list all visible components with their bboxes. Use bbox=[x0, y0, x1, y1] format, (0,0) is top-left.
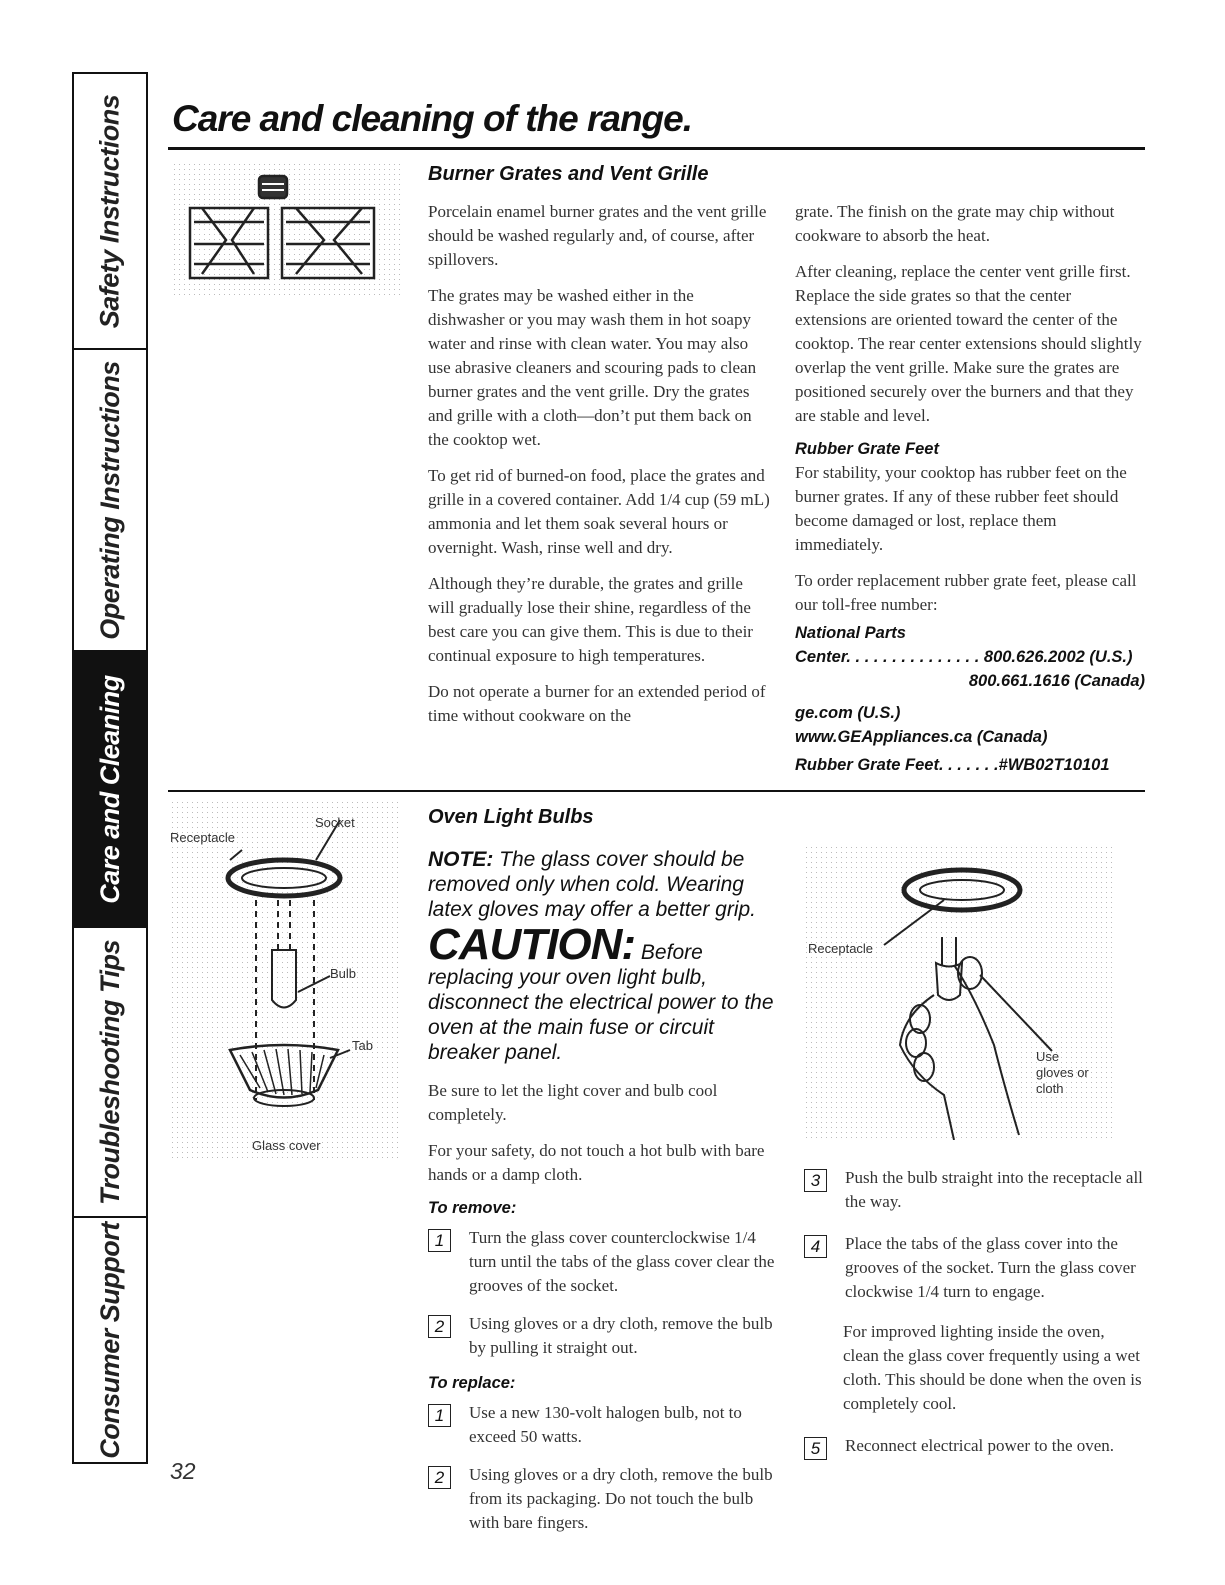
remove-heading: To remove: bbox=[428, 1199, 517, 1217]
caution-text: CAUTION: Before replacing your oven light bulb, disconnect the electrical power to the oven at the main fuse or circuit breaker panel. bbox=[428, 920, 774, 1064]
tab-label: Safety Instructions bbox=[94, 94, 125, 328]
paragraph: Porcelain enamel burner grates and the vent grille should be washed regularly and, of course, after spillovers. bbox=[428, 202, 767, 269]
tab-troubleshooting-tips[interactable] bbox=[74, 928, 146, 1218]
contact-line: Center. . . . . . . . . . . . . . . 800.626.2002 (U.S.) bbox=[795, 648, 1133, 666]
contact-line: 800.661.1616 (Canada) bbox=[968, 672, 1145, 690]
tab-operating-instructions[interactable] bbox=[74, 350, 146, 652]
burner-grates-illustration bbox=[172, 162, 402, 297]
paragraph: For stability, your cooktop has rubber feet on the burner grates. If any of these rubber feet should become damaged or lost, replace them immediately. bbox=[795, 463, 1127, 554]
paragraph: For your safety, do not touch a hot bulb with bare hands or a damp cloth. bbox=[428, 1141, 765, 1184]
contact-line: National Parts bbox=[795, 624, 906, 642]
paragraph: To get rid of burned-on food, place the grates and grille in a covered container. Add 1/4 cup (59 mL) ammonia and let them soak several hours or overnight. Wash, rinse well and dry. bbox=[428, 466, 770, 557]
part-number-line: Rubber Grate Feet. . . . . . .#WB02T10101 bbox=[795, 756, 1110, 774]
socket-label: Socket bbox=[315, 815, 355, 830]
note-text: NOTE: The glass cover should be removed only when cold. Wearing latex gloves may offer a better grip. bbox=[428, 848, 756, 921]
paragraph: To order replacement rubber grate feet, please call our toll-free number: bbox=[795, 571, 1137, 614]
install-step: 3 Push the bulb straight into the receptacle all the way. bbox=[804, 1166, 1144, 1214]
remove-step: 1 Turn the glass cover counterclockwise 1/4 turn until the tabs of the glass cover clear the grooves of the socket. bbox=[428, 1226, 783, 1298]
tab-consumer-support[interactable] bbox=[74, 1218, 146, 1462]
oven-light-right-column bbox=[804, 1166, 1144, 1474]
tab-label: Consumer Support bbox=[94, 1221, 125, 1459]
rubber-feet-heading: Rubber Grate Feet bbox=[795, 440, 939, 458]
install-step: 4 Place the tabs of the glass cover into the grooves of the socket. Turn the glass cover clockwise 1/4 turn to engage. bbox=[804, 1232, 1144, 1304]
paragraph: For improved lighting inside the oven, clean the glass cover frequently using a wet cloth. This should be done when the oven is completely cool. bbox=[843, 1322, 1142, 1413]
receptacle-label: Receptacle bbox=[170, 830, 236, 845]
replace-step: 2 Using gloves or a dry cloth, remove the bulb from its packaging. Do not touch the bulb with bare fingers. bbox=[428, 1463, 783, 1535]
tab-label: Troubleshooting Tips bbox=[94, 939, 125, 1205]
paragraph: Do not operate a burner for an extended period of time without cookware on the bbox=[428, 682, 766, 725]
replace-heading: To replace: bbox=[428, 1374, 516, 1392]
burner-column-2 bbox=[795, 200, 1145, 777]
paragraph: After cleaning, replace the center vent grille first. Replace the side grates so that the center extensions are oriented toward the center of the cooktop. The rear center extensions should slightly overlap the vent grille. Make sure the grates are positioned securely over the burners and that they are stable and level. bbox=[795, 262, 1142, 425]
tab-care-and-cleaning[interactable] bbox=[74, 652, 146, 928]
website-link[interactable]: www.GEAppliances.ca (Canada) bbox=[795, 728, 1048, 746]
oven-light-heading: Oven Light Bulbs bbox=[428, 806, 594, 828]
tab-safety-instructions[interactable] bbox=[74, 74, 146, 350]
replace-step: 1 Use a new 130-volt halogen bulb, not to exceed 50 watts. bbox=[428, 1401, 783, 1449]
paragraph: grate. The finish on the grate may chip without cookware to absorb the heat. bbox=[795, 202, 1115, 245]
page-title: Care and cleaning of the range. bbox=[172, 98, 693, 139]
title-rule bbox=[168, 147, 1145, 150]
oven-light-column bbox=[428, 806, 783, 1549]
page-number: 32 bbox=[170, 1458, 196, 1484]
tab-label: Operating Instructions bbox=[94, 360, 125, 640]
remove-step: 2 Using gloves or a dry cloth, remove the bulb by pulling it straight out. bbox=[428, 1312, 783, 1360]
paragraph: Although they’re durable, the grates and grille will gradually lose their shine, regardless of the best care you can give them. This is due to their continual exposure to high temperatures. bbox=[428, 574, 753, 665]
section-sidebar bbox=[72, 72, 148, 1464]
section-rule bbox=[168, 790, 1145, 792]
burner-heading: Burner Grates and Vent Grille bbox=[428, 163, 709, 185]
glove-diagram bbox=[804, 845, 1114, 1140]
contact-block bbox=[795, 621, 1145, 777]
bulb-diagram bbox=[170, 800, 402, 1160]
paragraph: The grates may be washed either in the dishwasher or you may wash them in hot soapy water and rinse with clean water. You may also use abrasive cleaners and scouring pads to clean burner grates and the vent grille. Dry the grates and grille with a cloth—don’t put them back on the cooktop wet. bbox=[428, 286, 757, 449]
tab-label: Tab bbox=[352, 1038, 373, 1053]
tab-label: Care and Cleaning bbox=[94, 674, 125, 904]
install-step: 5 Reconnect electrical power to the oven. bbox=[804, 1434, 1144, 1460]
website-link[interactable]: ge.com (U.S.) bbox=[795, 704, 901, 722]
receptacle-label: Receptacle bbox=[808, 941, 874, 956]
gloves-label: Use gloves or cloth bbox=[1036, 1049, 1089, 1096]
bulb-label: Bulb bbox=[330, 966, 357, 981]
burner-column-1 bbox=[428, 200, 773, 740]
glass-cover-label: Glass cover bbox=[252, 1138, 321, 1153]
paragraph: Be sure to let the light cover and bulb cool completely. bbox=[428, 1081, 718, 1124]
